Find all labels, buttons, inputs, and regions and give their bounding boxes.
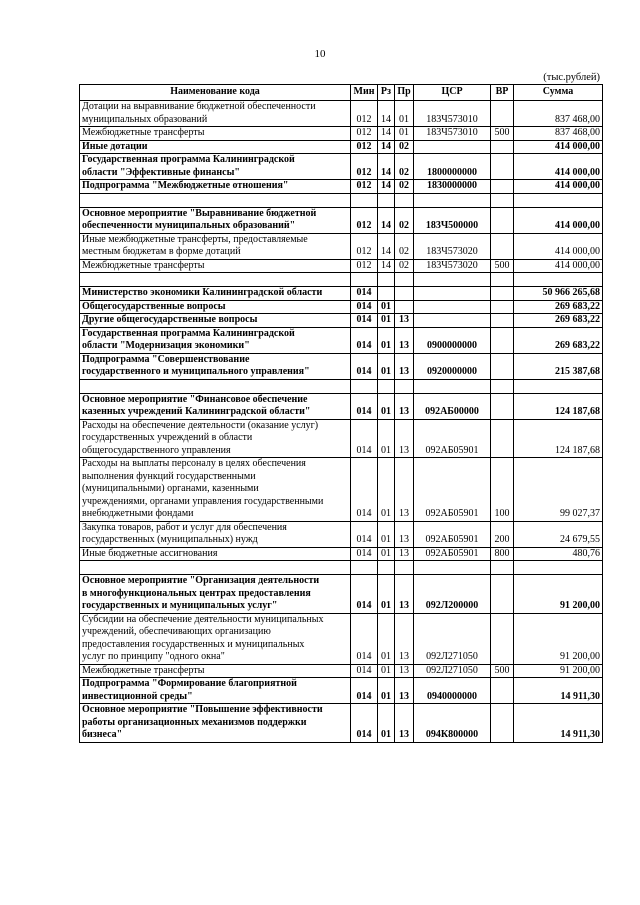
page-number: 10 <box>314 48 326 60</box>
cell-name: Расходы на обеспечение деятельности (оказание услуг) государственных учреждений в области общегосударственного управления <box>80 419 351 458</box>
spacer-cell <box>80 379 351 393</box>
cell-vr: 500 <box>491 127 514 141</box>
spacer-row <box>80 273 603 287</box>
cell-name: Основное мероприятие "Повышение эффективности работы организационных механизмов поддержки бизнеса" <box>80 704 351 743</box>
cell-min: 014 <box>351 300 378 314</box>
spacer-row <box>80 379 603 393</box>
cell-name: Подпрограмма "Совершенствование государственного и муниципального управления" <box>80 353 351 379</box>
cell-rz: 14 <box>378 140 395 154</box>
cell-min: 014 <box>351 314 378 328</box>
cell-csr: 0940000000 <box>414 678 491 704</box>
cell-vr <box>491 101 514 127</box>
cell-pr <box>395 287 414 301</box>
cell-sum: 269 683,22 <box>514 314 603 328</box>
cell-csr: 183Ч573010 <box>414 101 491 127</box>
cell-name: Межбюджетные трансферты <box>80 259 351 273</box>
cell-vr <box>491 678 514 704</box>
cell-sum: 14 911,30 <box>514 678 603 704</box>
cell-sum: 414 000,00 <box>514 140 603 154</box>
cell-csr <box>414 314 491 328</box>
cell-sum: 24 679,55 <box>514 521 603 547</box>
spacer-cell <box>351 561 378 575</box>
table-row <box>80 287 603 301</box>
cell-min: 012 <box>351 207 378 233</box>
cell-csr: 092Л271050 <box>414 664 491 678</box>
table-row <box>80 575 603 614</box>
spacer-cell <box>80 561 351 575</box>
cell-sum: 269 683,22 <box>514 300 603 314</box>
cell-csr: 092АБ05901 <box>414 521 491 547</box>
cell-csr: 183Ч573020 <box>414 233 491 259</box>
cell-rz: 14 <box>378 180 395 194</box>
cell-pr: 13 <box>395 547 414 561</box>
header-pr: Пр <box>395 85 414 101</box>
cell-name: Закупка товаров, работ и услуг для обеспечения государственных (муниципальных) нужд <box>80 521 351 547</box>
cell-csr: 092АБ05901 <box>414 458 491 522</box>
cell-pr <box>395 300 414 314</box>
cell-rz: 14 <box>378 233 395 259</box>
cell-csr: 094К800000 <box>414 704 491 743</box>
table-row <box>80 300 603 314</box>
cell-sum: 837 468,00 <box>514 101 603 127</box>
cell-min: 012 <box>351 180 378 194</box>
cell-csr: 183Ч573020 <box>414 259 491 273</box>
cell-name: Основное мероприятие "Финансовое обеспечение казенных учреждений Калининградской области" <box>80 393 351 419</box>
header-name: Наименование кода <box>80 85 351 101</box>
cell-pr: 01 <box>395 127 414 141</box>
cell-sum: 91 200,00 <box>514 664 603 678</box>
spacer-cell <box>395 379 414 393</box>
cell-name: Общегосударственные вопросы <box>80 300 351 314</box>
spacer-cell <box>351 273 378 287</box>
cell-rz: 14 <box>378 101 395 127</box>
cell-vr <box>491 327 514 353</box>
cell-pr: 13 <box>395 678 414 704</box>
cell-min: 014 <box>351 327 378 353</box>
cell-name: Иные межбюджетные трансферты, предоставляемые местным бюджетам в форме дотаций <box>80 233 351 259</box>
cell-csr: 092Л200000 <box>414 575 491 614</box>
cell-rz: 01 <box>378 353 395 379</box>
cell-sum: 269 683,22 <box>514 327 603 353</box>
cell-sum: 414 000,00 <box>514 259 603 273</box>
cell-rz: 01 <box>378 664 395 678</box>
cell-min: 014 <box>351 521 378 547</box>
cell-vr <box>491 287 514 301</box>
table-row <box>80 180 603 194</box>
spacer-cell <box>514 379 603 393</box>
spacer-cell <box>378 379 395 393</box>
spacer-cell <box>378 273 395 287</box>
cell-csr <box>414 300 491 314</box>
cell-min: 014 <box>351 393 378 419</box>
spacer-cell <box>378 561 395 575</box>
cell-vr <box>491 233 514 259</box>
cell-csr: 183Ч500000 <box>414 207 491 233</box>
cell-rz: 14 <box>378 259 395 273</box>
cell-csr: 092АБ05901 <box>414 419 491 458</box>
cell-name: Основное мероприятие "Выравнивание бюджетной обеспеченности муниципальных образований" <box>80 207 351 233</box>
cell-name: Основное мероприятие "Организация деятельности в многофункциональных центрах предоставления государственных и муниципальных услуг" <box>80 575 351 614</box>
spacer-cell <box>395 561 414 575</box>
cell-rz: 01 <box>378 327 395 353</box>
table-row <box>80 613 603 664</box>
spacer-cell <box>414 193 491 207</box>
cell-name: Министерство экономики Калининградской области <box>80 287 351 301</box>
cell-rz: 01 <box>378 300 395 314</box>
spacer-cell <box>414 379 491 393</box>
cell-sum: 414 000,00 <box>514 154 603 180</box>
spacer-row <box>80 561 603 575</box>
table-row <box>80 127 603 141</box>
cell-csr <box>414 287 491 301</box>
table-row <box>80 259 603 273</box>
cell-min: 014 <box>351 678 378 704</box>
cell-name: Субсидии на обеспечение деятельности муниципальных учреждений, обеспечивающих организацию предоставления государственных и муниципальных услуг по принципу "одного окна" <box>80 613 351 664</box>
table-row <box>80 393 603 419</box>
spacer-row <box>80 193 603 207</box>
cell-sum: 124 187,68 <box>514 419 603 458</box>
cell-vr <box>491 154 514 180</box>
table-row <box>80 419 603 458</box>
cell-pr: 01 <box>395 101 414 127</box>
cell-name: Расходы на выплаты персоналу в целях обеспечения выполнения функций государственными (муниципальными) органами, казенными учреждениями, органами управления государственными внебюджетными фондами <box>80 458 351 522</box>
cell-name: Государственная программа Калининградской области "Модернизация экономики" <box>80 327 351 353</box>
table-row <box>80 233 603 259</box>
cell-rz: 01 <box>378 704 395 743</box>
table-row <box>80 547 603 561</box>
cell-rz: 01 <box>378 678 395 704</box>
cell-vr <box>491 300 514 314</box>
cell-min: 012 <box>351 233 378 259</box>
cell-rz: 01 <box>378 458 395 522</box>
spacer-cell <box>414 561 491 575</box>
cell-rz: 01 <box>378 393 395 419</box>
cell-sum: 99 027,37 <box>514 458 603 522</box>
cell-csr: 092АБ00000 <box>414 393 491 419</box>
cell-rz: 01 <box>378 613 395 664</box>
table-row <box>80 314 603 328</box>
cell-csr <box>414 140 491 154</box>
table-row <box>80 458 603 522</box>
cell-csr: 092Л271050 <box>414 613 491 664</box>
cell-min: 014 <box>351 664 378 678</box>
cell-vr <box>491 207 514 233</box>
cell-name: Межбюджетные трансферты <box>80 127 351 141</box>
cell-csr: 0920000000 <box>414 353 491 379</box>
spacer-cell <box>351 193 378 207</box>
cell-pr: 02 <box>395 233 414 259</box>
cell-min: 014 <box>351 419 378 458</box>
cell-csr: 0900000000 <box>414 327 491 353</box>
cell-sum: 837 468,00 <box>514 127 603 141</box>
cell-pr: 02 <box>395 207 414 233</box>
cell-vr <box>491 180 514 194</box>
cell-rz: 01 <box>378 521 395 547</box>
cell-rz: 14 <box>378 127 395 141</box>
cell-sum: 414 000,00 <box>514 180 603 194</box>
cell-pr: 13 <box>395 613 414 664</box>
cell-sum: 50 966 265,68 <box>514 287 603 301</box>
cell-vr: 500 <box>491 259 514 273</box>
cell-name: Межбюджетные трансферты <box>80 664 351 678</box>
header-rz: Рз <box>378 85 395 101</box>
table-row <box>80 207 603 233</box>
table-row <box>80 521 603 547</box>
spacer-cell <box>514 561 603 575</box>
table-row <box>80 101 603 127</box>
cell-vr: 800 <box>491 547 514 561</box>
cell-sum: 91 200,00 <box>514 575 603 614</box>
spacer-cell <box>491 379 514 393</box>
cell-rz: 14 <box>378 154 395 180</box>
header-vr: ВР <box>491 85 514 101</box>
table-row <box>80 154 603 180</box>
cell-csr: 183Ч573010 <box>414 127 491 141</box>
cell-min: 014 <box>351 458 378 522</box>
cell-min: 012 <box>351 127 378 141</box>
spacer-cell <box>514 273 603 287</box>
cell-sum: 414 000,00 <box>514 233 603 259</box>
cell-pr: 13 <box>395 458 414 522</box>
table-row <box>80 678 603 704</box>
cell-min: 014 <box>351 547 378 561</box>
cell-min: 014 <box>351 575 378 614</box>
cell-vr <box>491 140 514 154</box>
cell-name: Иные бюджетные ассигнования <box>80 547 351 561</box>
cell-csr: 1830000000 <box>414 180 491 194</box>
cell-pr: 13 <box>395 664 414 678</box>
cell-sum: 414 000,00 <box>514 207 603 233</box>
cell-min: 014 <box>351 613 378 664</box>
cell-vr <box>491 704 514 743</box>
cell-sum: 14 911,30 <box>514 704 603 743</box>
cell-pr: 13 <box>395 327 414 353</box>
cell-sum: 215 387,68 <box>514 353 603 379</box>
cell-csr: 1800000000 <box>414 154 491 180</box>
cell-pr: 02 <box>395 140 414 154</box>
cell-vr <box>491 353 514 379</box>
cell-rz: 01 <box>378 575 395 614</box>
cell-sum: 91 200,00 <box>514 613 603 664</box>
cell-rz: 14 <box>378 207 395 233</box>
header-sum: Сумма <box>514 85 603 101</box>
cell-vr <box>491 613 514 664</box>
table-row <box>80 704 603 743</box>
cell-min: 014 <box>351 287 378 301</box>
cell-pr: 13 <box>395 704 414 743</box>
cell-csr: 092АБ05901 <box>414 547 491 561</box>
cell-vr: 100 <box>491 458 514 522</box>
cell-vr: 500 <box>491 664 514 678</box>
spacer-cell <box>378 193 395 207</box>
cell-sum: 124 187,68 <box>514 393 603 419</box>
cell-pr: 02 <box>395 259 414 273</box>
spacer-cell <box>491 273 514 287</box>
spacer-cell <box>491 561 514 575</box>
spacer-cell <box>395 273 414 287</box>
cell-pr: 13 <box>395 575 414 614</box>
header-csr: ЦСР <box>414 85 491 101</box>
cell-min: 014 <box>351 353 378 379</box>
cell-vr <box>491 314 514 328</box>
cell-pr: 13 <box>395 393 414 419</box>
cell-pr: 13 <box>395 314 414 328</box>
cell-min: 012 <box>351 259 378 273</box>
cell-name: Государственная программа Калининградской области "Эффективные финансы" <box>80 154 351 180</box>
cell-name: Подпрограмма "Формирование благоприятной инвестиционной среды" <box>80 678 351 704</box>
cell-name: Другие общегосударственные вопросы <box>80 314 351 328</box>
spacer-cell <box>351 379 378 393</box>
cell-min: 014 <box>351 704 378 743</box>
cell-min: 012 <box>351 101 378 127</box>
table-row <box>80 327 603 353</box>
cell-pr: 13 <box>395 353 414 379</box>
budget-table <box>79 84 603 743</box>
header-min: Мин <box>351 85 378 101</box>
cell-pr: 13 <box>395 419 414 458</box>
spacer-cell <box>80 273 351 287</box>
cell-vr: 200 <box>491 521 514 547</box>
cell-vr <box>491 575 514 614</box>
table-header-row <box>80 85 603 101</box>
cell-min: 012 <box>351 140 378 154</box>
cell-pr: 02 <box>395 180 414 194</box>
table-row <box>80 353 603 379</box>
cell-rz: 01 <box>378 547 395 561</box>
cell-pr: 02 <box>395 154 414 180</box>
cell-rz <box>378 287 395 301</box>
spacer-cell <box>514 193 603 207</box>
cell-vr <box>491 393 514 419</box>
units-label: (тыс.рублей) <box>543 72 600 83</box>
cell-name: Дотации на выравнивание бюджетной обеспеченности муниципальных образований <box>80 101 351 127</box>
cell-rz: 01 <box>378 419 395 458</box>
cell-sum: 480,76 <box>514 547 603 561</box>
cell-name: Иные дотации <box>80 140 351 154</box>
cell-vr <box>491 419 514 458</box>
cell-pr: 13 <box>395 521 414 547</box>
table-row <box>80 140 603 154</box>
table-row <box>80 664 603 678</box>
spacer-cell <box>80 193 351 207</box>
cell-name: Подпрограмма "Межбюджетные отношения" <box>80 180 351 194</box>
spacer-cell <box>414 273 491 287</box>
spacer-cell <box>395 193 414 207</box>
spacer-cell <box>491 193 514 207</box>
cell-rz: 01 <box>378 314 395 328</box>
cell-min: 012 <box>351 154 378 180</box>
